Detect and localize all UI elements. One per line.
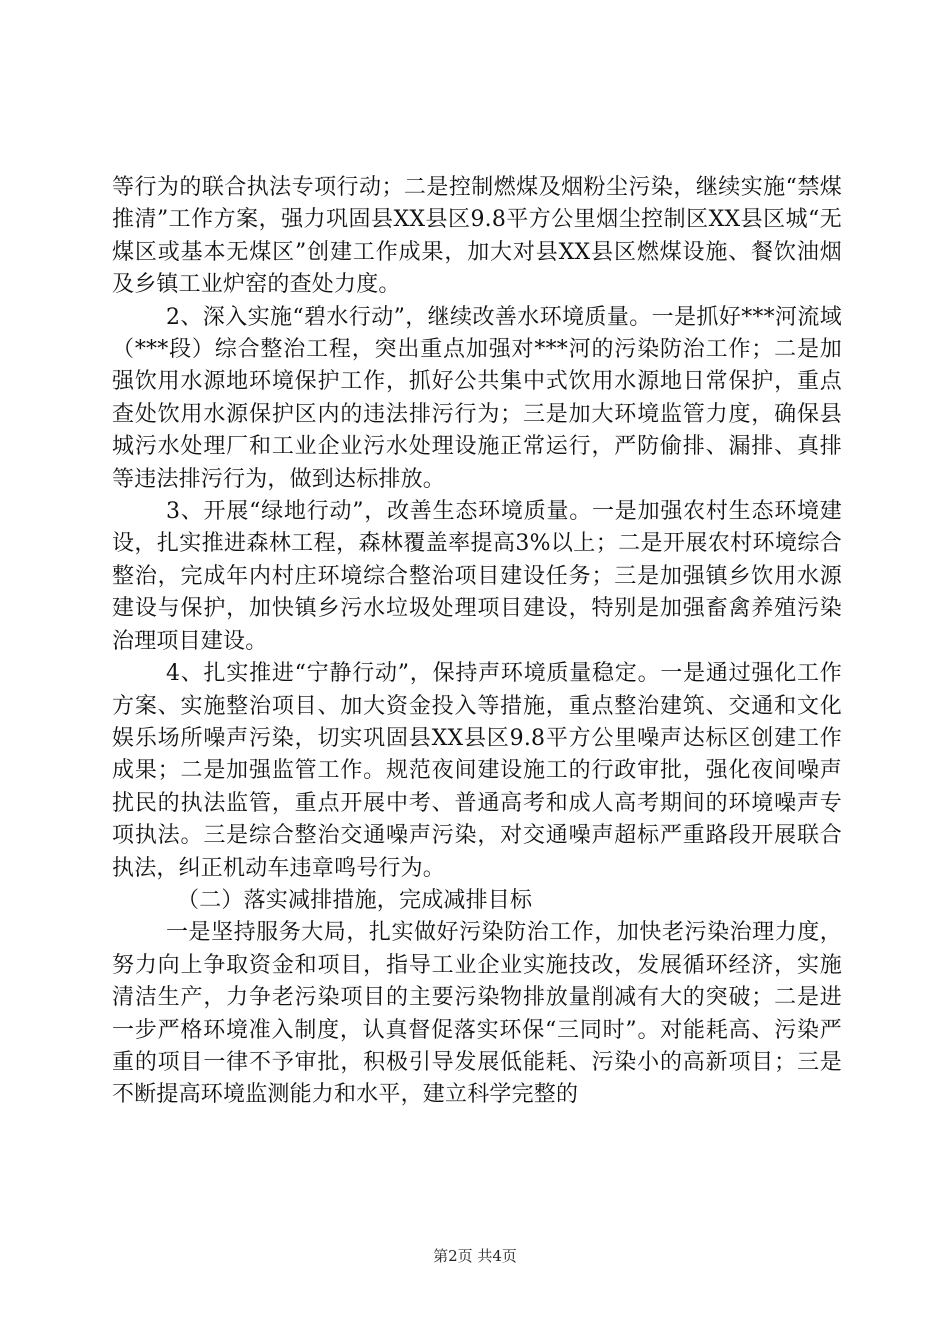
paragraph-continuation: 等行为的联合执法专项行动；二是控制燃煤及烟粉尘污染，继续实施“禁煤推清”工作方案，强力巩固县XX县区9.8平方公里烟尘控制区XX县区城“无煤区或基本无煤区”创建工作成果，加大对县XX县区燃煤设施、餐饮油烟及乡镇工业炉窑的查处力度。 [112,175,842,298]
page-footer: 第2页 共4页 [433,1247,517,1265]
paragraph-emission-measures: 一是坚持服务大局，扎实做好污染防治工作，加快老污染治理力度，努力向上争取资金和项目，指导工业企业实施技改，发展循环经济，实施清洁生产，力争老污染项目的主要污染物排放量削减有大的突破；二是进一步严格环境准入制度，认真督促落实环保“三同时”。对能耗高、污染严重的项目一律不予审批，积极引导发展低能耗、污染小的高新项目；三是不断提高环境监测能力和水平，建立科学完整的 [112,920,842,1108]
paragraph-blue-water-action: 2、深入实施“碧水行动”，继续改善水环境质量。一是抓好***河流域（***段）综合整治工程，突出重点加强对***河的污染防治工作；二是加强饮用水源地环境保护工作，抓好公共集中式饮用水源地日常保护，重点查处饮用水源保护区内的违法排污行为；三是加大环境监管力度，确保县城污水处理厂和工业企业污水处理设施正常运行，严防偷排、漏排、真排等违法排污行为，做到达标排放。 [112,304,842,492]
paragraph-quiet-action: 4、扎实推进“宁静行动”，保持声环境质量稳定。一是通过强化工作方案、实施整治项目、加大资金投入等措施，重点整治建筑、交通和文化娱乐场所噪声污染，切实巩固县XX县区9.8平方公里噪声达标区创建工作成果；二是加强监管工作。规范夜间建设施工的行政审批，强化夜间噪声扰民的执法监管，重点开展中考、普通高考和成人高考期间的环境噪声专项执法。三是综合整治交通噪声污染，对交通噪声超标严重路段开展联合执法，纠正机动车违章鸣号行为。 [112,661,842,881]
document-body [112,172,842,1112]
paragraph-green-action: 3、开展“绿地行动”，改善生态环境质量。一是加强农村生态环境建设，扎实推进森林工程，森林覆盖率提高3%以上；二是开展农村环境综合整治，完成年内村庄环境综合整治项目建设任务；三是加强镇乡饮用水源建设与保护，加快镇乡污水垃圾处理项目建设，特别是加强畜禽养殖污染治理项目建设。 [112,499,842,654]
section-heading-emission-reduction: （二）落实减排措施，完成减排目标 [177,887,533,913]
